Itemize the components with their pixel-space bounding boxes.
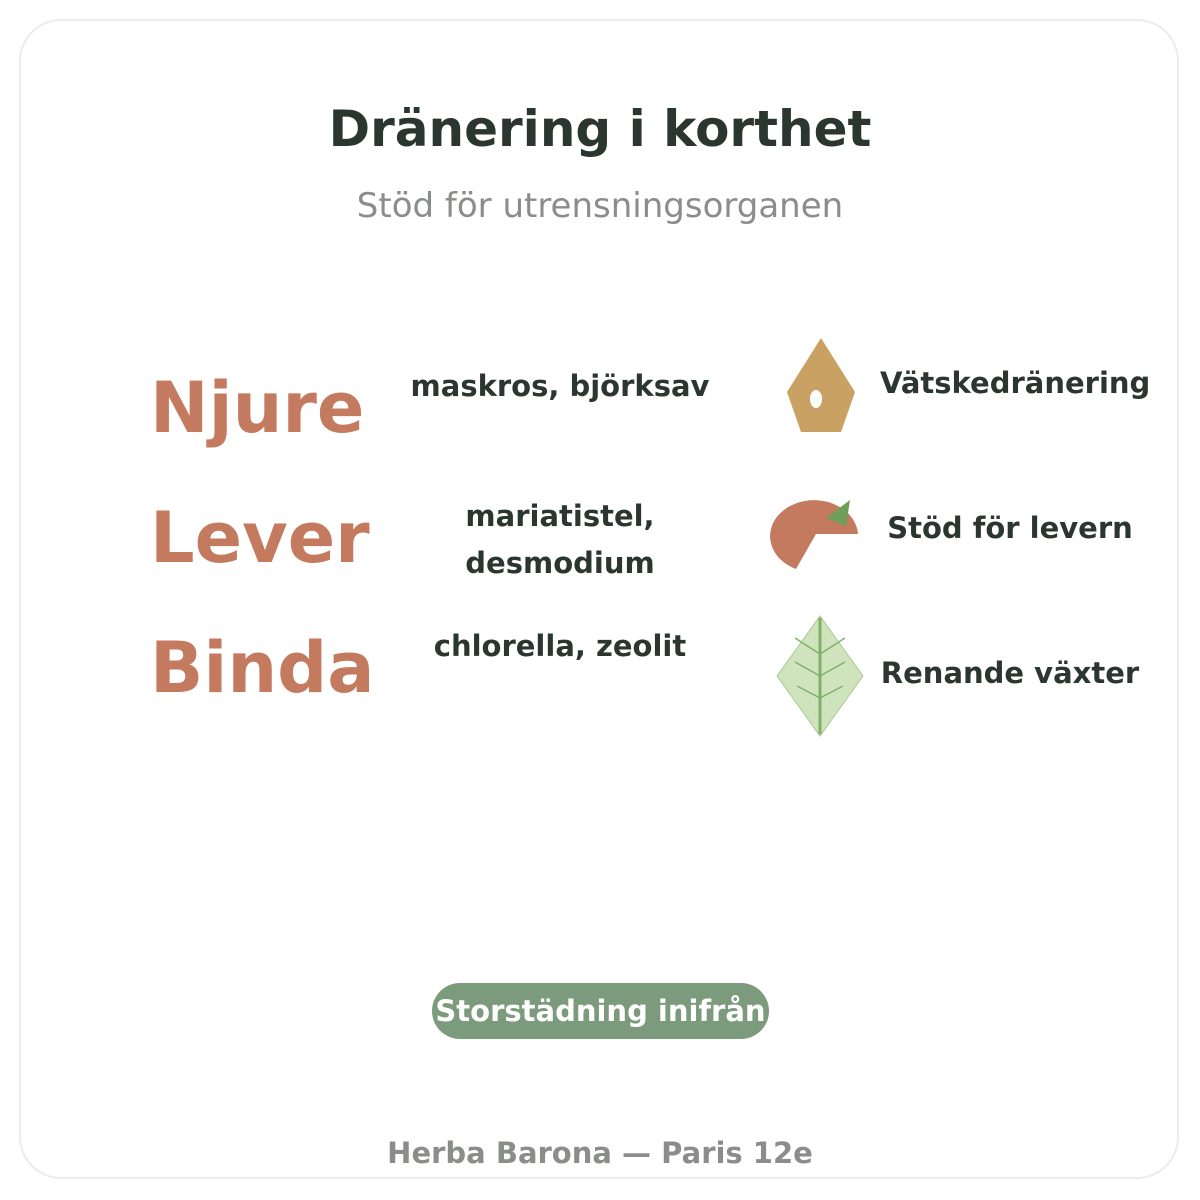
leaf-icon xyxy=(775,614,865,738)
herb-list: mariatistel, desmodium xyxy=(465,499,655,580)
card-title: Dränering i korthet xyxy=(328,100,872,158)
cleanse-button[interactable]: Storstädning inifrån xyxy=(432,983,769,1039)
effect-label: Stöd för levern xyxy=(887,511,1133,545)
footer-brand: Herba Barona — Paris 12e xyxy=(387,1136,813,1170)
organ-name: Njure xyxy=(150,367,365,449)
organ-name: Lever xyxy=(150,497,370,579)
organ-name: Binda xyxy=(150,627,375,709)
herb-list: maskros, björksav xyxy=(410,369,710,403)
drop-icon xyxy=(784,336,858,434)
card-subtitle: Stöd för utrensningsorganen xyxy=(356,186,844,226)
effect-label: Vätskedränering xyxy=(880,366,1151,400)
pie-icon xyxy=(770,496,862,572)
herb-list: chlorella, zeolit xyxy=(433,629,687,663)
effect-label: Renande växter xyxy=(880,656,1140,690)
